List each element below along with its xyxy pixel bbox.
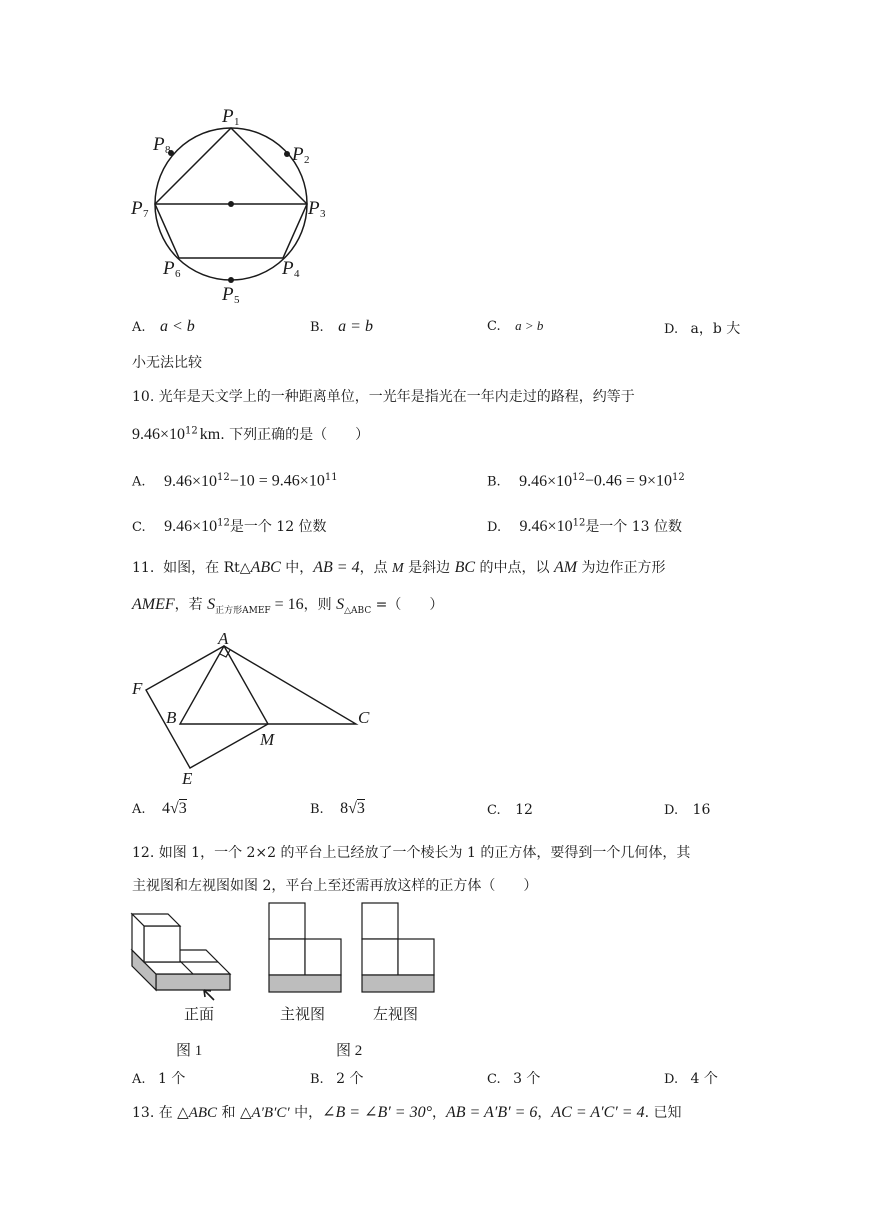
sqrt-symbol: √ <box>169 800 179 817</box>
q11-text: ，则 <box>303 597 337 613</box>
q9-center-dot <box>228 201 234 207</box>
q9-p5-dot <box>228 277 234 283</box>
option-text: 3 个 <box>513 1071 541 1087</box>
option-letter: B. <box>310 1072 324 1087</box>
q11-text: =（ ） <box>371 597 444 613</box>
sub-7: 7 <box>143 208 149 220</box>
q10-value-unit: km <box>199 426 221 443</box>
option-text: 16 <box>692 802 711 818</box>
option-exp: 12 <box>572 517 586 529</box>
label-p3: P <box>308 198 320 219</box>
q11-abc: ABC <box>250 559 281 576</box>
q11-option-b <box>310 800 365 818</box>
option-radicand: 3 <box>356 800 365 817</box>
sub-4: 4 <box>294 268 300 280</box>
q12-option-a <box>132 1068 185 1088</box>
label-m: M <box>260 730 275 749</box>
option-mid: −0.46 = 9×10 <box>584 472 672 490</box>
label-p8: P <box>153 134 165 155</box>
option-letter: D. <box>664 322 679 337</box>
q11-text: 如图，在 Rt△ <box>163 560 251 576</box>
label-b: B <box>166 708 177 727</box>
q13-line1 <box>132 1102 682 1122</box>
q13-text: 中， <box>289 1105 323 1121</box>
option-text: 1 个 <box>157 1071 186 1087</box>
q13-text: 和 <box>217 1105 240 1121</box>
q13-cond3: AC = A′C′ = 4 <box>551 1104 645 1121</box>
option-base: 9.46×10 <box>163 472 218 490</box>
q13-tri2: △A′B′C′ <box>239 1105 290 1121</box>
option-exp2: 12 <box>671 472 685 483</box>
q13-cond2: AB = A′B′ = 6 <box>445 1104 538 1121</box>
q13-text: ， <box>431 1105 446 1121</box>
option-mid: −10 = 9.46×10 <box>229 472 325 490</box>
option-exp: 12 <box>572 472 585 483</box>
q13-tri1: △ABC <box>177 1105 218 1121</box>
q11-line1 <box>132 557 666 577</box>
q11-num: 11. <box>132 560 155 576</box>
sub-5: 5 <box>234 294 240 306</box>
option-text: a，b 大 <box>690 321 741 337</box>
q9-p2-dot <box>284 151 290 157</box>
q11-s: S <box>336 596 345 613</box>
option-tail: 是一个 13 位数 <box>585 519 683 535</box>
option-radicand: 3 <box>178 800 187 817</box>
option-exp: 12 <box>217 472 230 483</box>
q11-sub2: △ABC <box>344 605 372 616</box>
q12-option-c <box>487 1068 540 1088</box>
q13-cond1: ∠B = ∠B′ = 30° <box>322 1104 432 1121</box>
sub-3: 3 <box>320 208 326 220</box>
sqrt-symbol: √ <box>348 800 357 817</box>
option-tail: 是一个 12 位数 <box>229 519 327 535</box>
q11-ab4: AB = 4 <box>313 559 360 576</box>
q9-option-d <box>664 318 740 338</box>
q11-bc: BC <box>454 559 476 576</box>
label-p7: P <box>131 198 143 219</box>
option-text: a = b <box>338 318 373 335</box>
sub-2: 2 <box>304 154 310 166</box>
option-letter: C. <box>132 520 146 535</box>
option-text: 12 <box>515 802 533 818</box>
q12-figure1 <box>132 914 230 990</box>
q11-text: 的中点，以 <box>475 560 554 576</box>
option-exp: 12 <box>217 517 230 529</box>
label-p6: P <box>163 258 175 279</box>
sub-1: 1 <box>234 116 240 128</box>
q10-option-b <box>487 472 685 491</box>
label-p4: P <box>282 258 294 279</box>
q10-value-exp: 12 <box>185 425 198 437</box>
label-p2: P <box>292 144 304 165</box>
q13-text: 13. 在 <box>132 1105 178 1121</box>
label-left-view: 左视图 <box>373 1007 419 1023</box>
q11-square <box>146 646 268 768</box>
q11-option-c <box>487 802 533 818</box>
option-letter: A. <box>132 320 146 335</box>
q12-line1: 12. 如图 1，一个 2×2 的平台上已经放了一个棱长为 1 的正方体，要得到一个几何体，其 <box>132 845 691 861</box>
q11-text: ，若 <box>174 597 208 613</box>
q11-option-a <box>132 800 187 818</box>
q9-option-c <box>487 318 543 334</box>
label-p5: P <box>222 284 234 305</box>
front-arrow-icon <box>204 990 214 1000</box>
q12-figures <box>128 900 438 1064</box>
option-letter: B. <box>487 474 501 490</box>
option-letter: D. <box>487 520 502 535</box>
option-coef: 4 <box>161 800 170 817</box>
option-base: 9.46×10 <box>164 518 218 535</box>
q11-triangle-figure <box>128 628 378 790</box>
q11-text: 中， <box>280 560 314 576</box>
label-p1: P <box>222 106 234 127</box>
q9-option-b <box>310 318 373 336</box>
sub-8: 8 <box>165 144 171 156</box>
q11-sub1: 正方形AMEF <box>215 605 271 616</box>
option-letter: B. <box>310 802 324 817</box>
q10-value-base: 9.46×10 <box>132 426 186 443</box>
platform-front <box>156 974 230 990</box>
q12-main-view <box>269 903 341 992</box>
q11-text: ，点 <box>359 560 393 576</box>
label-f: F <box>132 679 143 698</box>
q11-am: AM <box>553 559 578 576</box>
option-base: 9.46×10 <box>519 518 573 535</box>
q10-line2 <box>132 424 369 444</box>
q11-text: 是斜边 <box>403 560 455 576</box>
sub-6: 6 <box>175 268 181 280</box>
q12-option-d <box>664 1068 718 1088</box>
option-text: a < b <box>159 318 195 335</box>
option-text: a > b <box>515 318 544 333</box>
q12-line2: 主视图和左视图如图 2，平台上至还需再放这样的正方体（ ） <box>132 878 538 894</box>
q9-option-d-cont: 小无法比较 <box>132 355 202 371</box>
q11-text: 为边作正方形 <box>577 560 666 576</box>
q13-text: ， <box>537 1105 552 1121</box>
option-letter: C. <box>487 1072 501 1087</box>
q11-option-d <box>664 802 710 818</box>
label-front: 正面 <box>184 1007 215 1023</box>
q9-pentagon <box>155 128 307 258</box>
q13-text: . 已知 <box>644 1105 682 1121</box>
label-fig2: 图 2 <box>336 1043 363 1059</box>
q10-line1: 10. 光年是天文学上的一种距离单位，一光年是指光在一年内走过的路程，约等于 <box>132 389 635 405</box>
option-coef: 8 <box>340 800 349 817</box>
option-letter: B. <box>310 320 324 335</box>
label-fig1: 图 1 <box>176 1043 203 1059</box>
q10-option-a <box>132 472 338 491</box>
option-exp2: 11 <box>324 472 338 483</box>
q11-eq16: = 16 <box>270 596 304 613</box>
q11-line2 <box>132 594 443 616</box>
label-main-view: 主视图 <box>280 1007 326 1023</box>
q9-option-a <box>132 318 195 336</box>
label-c: C <box>358 708 370 727</box>
q11-m: M <box>392 561 404 576</box>
q11-triangle <box>180 646 356 724</box>
option-letter: D. <box>664 1072 679 1087</box>
q10-option-c <box>132 516 327 536</box>
cube-front <box>144 926 180 962</box>
q12-left-view <box>362 903 434 992</box>
option-letter: A. <box>132 1072 146 1087</box>
q9-circle-figure <box>125 100 335 310</box>
label-a: A <box>218 629 229 648</box>
option-text: 2 个 <box>336 1071 364 1087</box>
q11-amef: AMEF <box>132 596 175 613</box>
option-letter: A. <box>132 474 146 490</box>
q10-line2-tail: . 下列正确的是（ ） <box>220 427 370 443</box>
option-letter: A. <box>132 802 146 817</box>
q10-option-d <box>487 516 682 536</box>
option-text: 4 个 <box>690 1071 718 1087</box>
q11-s: S <box>207 596 216 613</box>
option-letter: C. <box>487 319 501 334</box>
q12-option-b <box>310 1068 364 1088</box>
label-e: E <box>182 769 193 788</box>
option-letter: C. <box>487 803 501 818</box>
option-base: 9.46×10 <box>519 472 573 490</box>
option-letter: D. <box>664 803 679 818</box>
